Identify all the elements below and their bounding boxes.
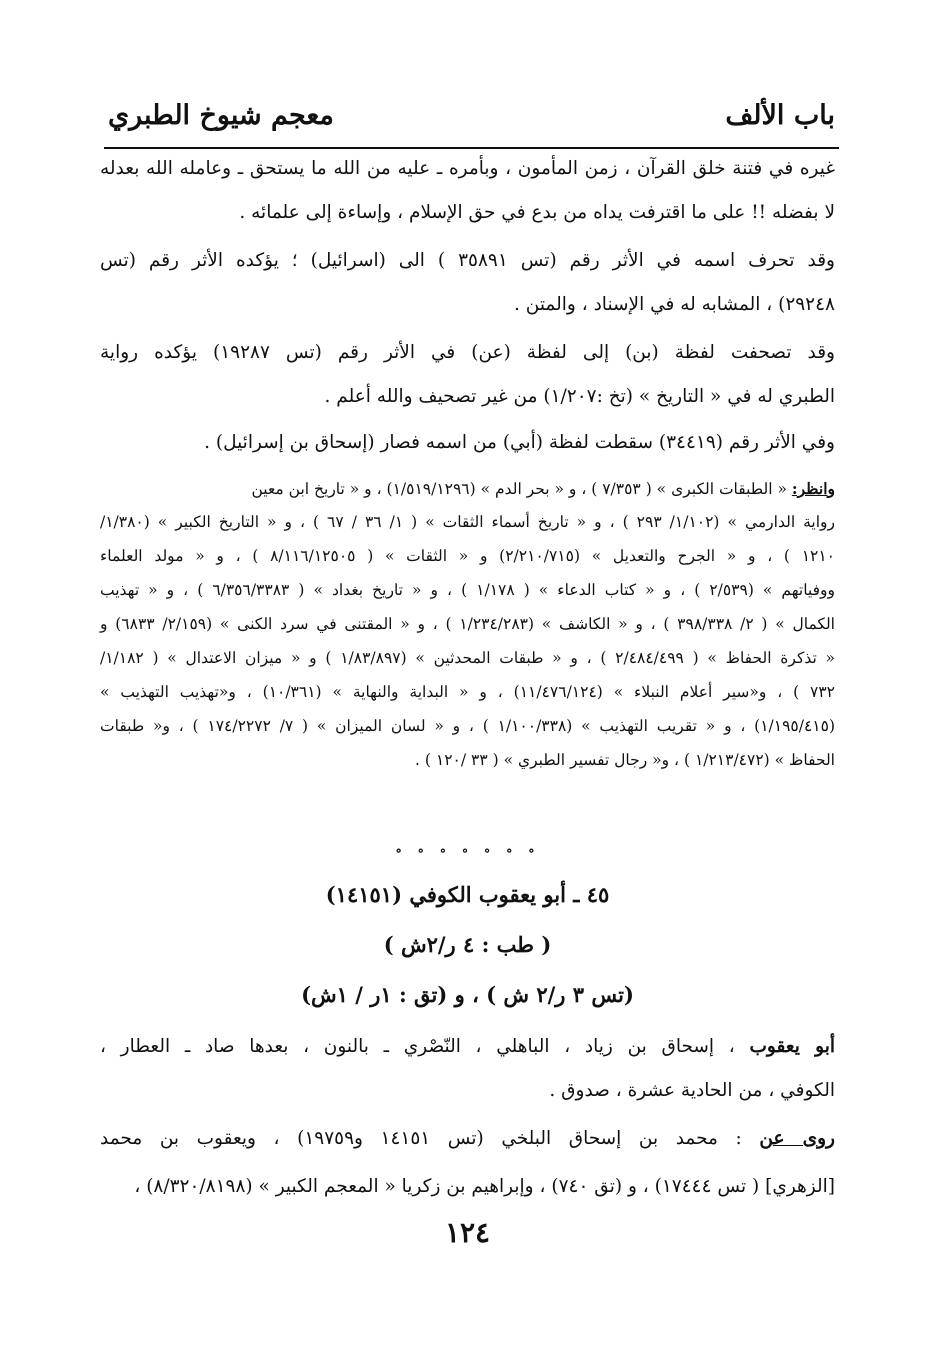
- page-number: ١٢٤: [444, 1216, 491, 1249]
- entry-description: [100, 1036, 835, 1057]
- footnote-line: الكمال » ( ٢/ ٣٩٨/٣٣٨ ) ، و « الكاشف » (١/٢٣٤/٢٨٣ ) ، و « المقتنى في سرد الكنى » (٢/١٥٩/ ٦٨٣٣) و: [100, 615, 835, 633]
- section-separator: ∘ ∘ ∘ ∘ ∘ ∘ ∘: [394, 843, 541, 859]
- footnote-line: « تذكرة الحفاظ » ( ٢/٤٨٤/٤٩٩ ) ، و « طبقات المحدثين » (١/٨٣/٨٩٧ ) و « ميزان الاعتدال » ( ١/١٨٢/: [100, 649, 835, 667]
- entry-name: أبو يعقوب: [749, 1036, 835, 1057]
- body-line: ٢٩٢٤٨) ، المشابه له في الإسناد ، والمتن .: [514, 294, 835, 315]
- footnote-line: (١/١٩٥/٤١٥) ، و « تقريب التهذيب » (١/١٠٠/٣٣٨ ) ، و « لسان الميزان » ( ٧/ ١٧٤/٢٢٧٢ ) ، و« طبقات: [100, 717, 835, 735]
- footnote-label: وانظر:: [791, 479, 835, 498]
- narrated-from: [100, 1128, 835, 1149]
- narrated-from-line: [الزهري] ( تس ١٧٤٤٤) ، و (تق ٧٤٠) ، وإبراهيم بن زكريا « المعجم الكبير » (٨/٣٢٠/٨١٩٨) ،: [134, 1176, 835, 1197]
- footnote-line: الحفاظ » (١/٢١٣/٤٧٢ ) ، و« رجال تفسير الطبري » ( ٣٣ /١٢٠ ) .: [415, 751, 835, 769]
- book-title: معجم شيوخ الطبري: [108, 100, 334, 131]
- entry-title: ٤٥ ـ أبو يعقوب الكوفي (١٤١٥١): [325, 882, 610, 907]
- footnote-text: « الطبقات الكبرى » ( ٧/٣٥٣ ) ، و « بحر الدم » (١/٥١٩/١٢٩٦) ، و « تاريخ ابن معين: [251, 480, 787, 498]
- page-header: [108, 100, 835, 144]
- footnote-line: ٧٣٢ ) ، و«سير أعلام النبلاء » (١١/٤٧٦/١٢٤) ، و « البداية والنهاية » (١٠/٣٦١) ، و«تهذيب التهذيب »: [100, 683, 836, 701]
- entry-code-primary: ( طب : ٤ ر/٢ش ): [383, 932, 552, 957]
- body-line: وقد تحرف اسمه في الأثر رقم (تس ٣٥٨٩١ ) الى (اسرائيل) ؛ يؤكده الأثر رقم (تس: [100, 250, 835, 271]
- header-rule: [104, 147, 839, 149]
- footnote-line: ١٢١٠ ) ، و « الجرح والتعديل » (٢/٢١٠/٧١٥) و « الثقات » ( ٨/١١٦/١٢٥٠٥ ) ، و « مولد العلماء: [100, 547, 835, 565]
- entry-code-secondary: (تس ٣ ر/٢ ش ) ، و (تق : ١ر / ١ش): [301, 982, 634, 1007]
- entry-description-text: ، إسحاق بن زياد ، الباهلي ، النّصْري ـ بالنون ، بعدها صاد ـ العطار ،: [100, 1036, 735, 1057]
- body-line: غيره في فتنة خلق القرآن ، زمن المأمون ، وبأمره ـ عليه من الله ما يستحق ـ وعامله الله بعدله: [100, 158, 835, 179]
- entry-description-line: الكوفي ، من الحادية عشرة ، صدوق .: [549, 1080, 835, 1101]
- footnote-line: [251, 479, 835, 498]
- body-line: الطبري له في « التاريخ » (تخ :١/٢٠٧) من غير تصحيف والله أعلم .: [324, 386, 835, 407]
- chapter-title: باب الألف: [725, 100, 835, 131]
- body-line: وفي الأثر رقم (٣٤٤١٩) سقطت لفظة (أبي) من اسمه فصار (إسحاق بن إسرائيل) .: [204, 432, 835, 453]
- footnote-line: ووفياتهم » (٢/٥٣٩ ) ، و « كتاب الدعاء » ( ١/١٧٨ ) ، و « تاريخ بغداد » ( ٦/٣٥٦/٣٣٨٣ ) ، و « تهذيب: [100, 581, 835, 599]
- body-line: وقد تصحفت لفظة (بن) إلى لفظة (عن) في الأثر رقم (تس ١٩٢٨٧) يؤكده رواية: [100, 342, 835, 363]
- narrated-from-label: روى عن: [759, 1128, 835, 1149]
- narrated-from-text: : محمد بن إسحاق البلخي (تس ١٤١٥١ و١٩٧٥٩) ، ويعقوب بن محمد: [100, 1128, 742, 1149]
- footnote-line: رواية الدارمي » (١/١٠٢/ ٢٩٣ ) ، و « تاريخ أسماء الثقات » ( ١/ ٣٦ / ٦٧ ) ، و « التاريخ الكبير » (١/٣٨٠/: [100, 513, 836, 531]
- body-line: لا بفضله !! على ما اقترفت يداه من بدع في حق الإسلام ، وإساءة إلى علمائه .: [239, 202, 835, 223]
